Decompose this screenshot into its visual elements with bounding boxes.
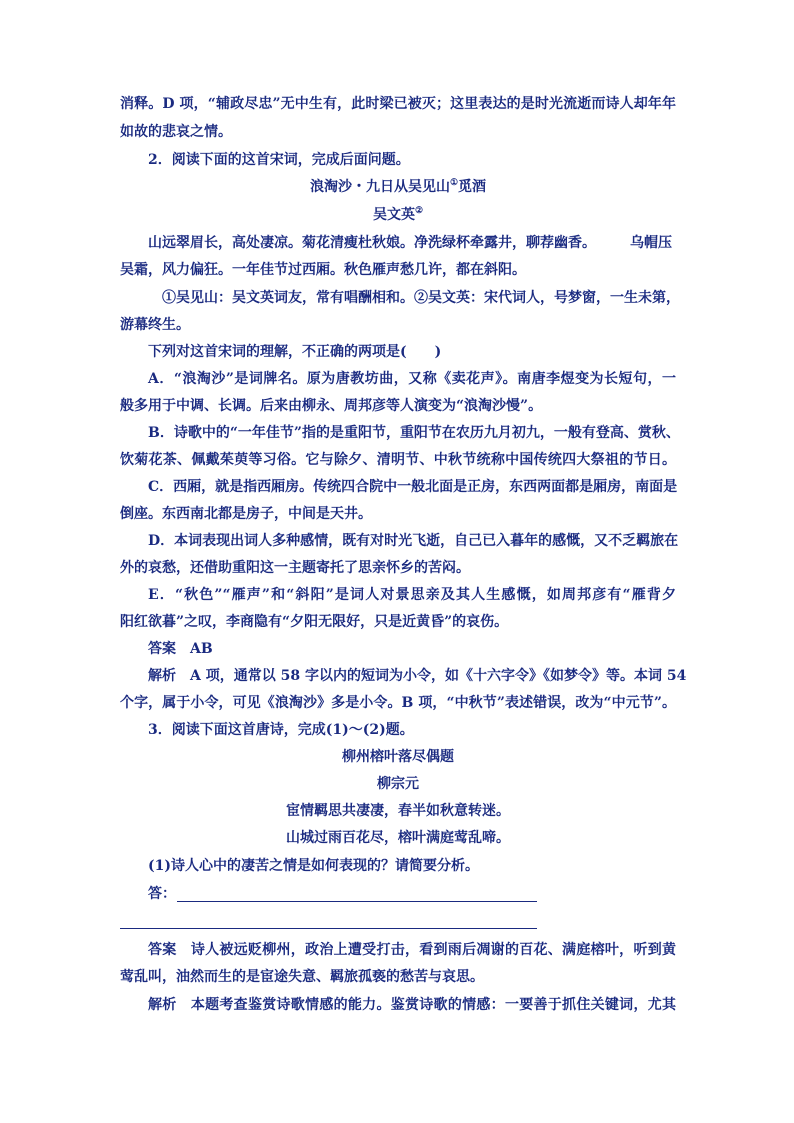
explanation-line: 个字，属于小令，可见《浪淘沙》多是小令。B 项，“中秋节”表述错误，改为“中元节”。 xyxy=(120,695,676,711)
option-a-cont: 般多用于中调、长调。后来由柳永、周邦彦等人演变为“浪淘沙慢”。 xyxy=(120,398,543,414)
answer-blank-line[interactable] xyxy=(120,928,537,929)
poem2-title: 柳州榕叶落尽偶题 xyxy=(342,749,454,765)
text-line: 如故的悲哀之情。 xyxy=(120,124,232,140)
question-2-heading: 2．阅读下面的这首宋词，完成后面问题。 xyxy=(148,152,410,168)
answer-line: 答案 AB xyxy=(148,641,213,657)
poem2-author: 柳宗元 xyxy=(377,776,419,792)
poem2-line: 山城过雨百花尽，榕叶满庭莺乱啼。 xyxy=(286,830,510,846)
option-b-cont: 饮菊花茶、佩戴茱萸等习俗。它与除夕、清明节、中秋节统称中国传统四大祭祖的节日。 xyxy=(120,452,676,468)
option-c: C．西厢，就是指西厢房。传统四合院中一般北面是正房，东西两面都是厢房，南面是 xyxy=(148,479,678,495)
option-a: A．“浪淘沙”是词牌名。原为唐教坊曲，又称《卖花声》。南唐李煜变为长短句，一 xyxy=(148,371,676,387)
answer-text: 答案 诗人被远贬柳州，政治上遭受打击，看到雨后凋谢的百花、满庭榕叶，听到黄 xyxy=(148,942,676,958)
poem2-line: 宦情羁思共凄凄，春半如秋意转迷。 xyxy=(286,803,510,819)
footnote-line: ①吴见山：吴文英词友，常有唱酬相和。②吴文英：宋代词人，号梦窗，一生未第， xyxy=(162,290,680,306)
explanation-line: 解析 本题考查鉴赏诗歌情感的能力。鉴赏诗歌的情感：一要善于抓住关键词，尤其 xyxy=(148,997,676,1013)
option-b: B．诗歌中的“一年佳节”指的是重阳节，重阳节在农历九月初九，一般有登高、赏秋、 xyxy=(148,425,680,441)
answer-prompt: 答： xyxy=(148,886,176,902)
answer-text: 莺乱叫，油然而生的是宦途失意、羁旅孤亵的愁苦与哀思。 xyxy=(120,969,484,985)
option-c-cont: 倒座。东西南北都是房子，中间是天井。 xyxy=(120,506,372,522)
answer-blank-line[interactable] xyxy=(177,901,537,902)
text-line: 消释。D 项，“辅政尽忠”无中生有，此时梁已被灭；这里表达的是时光流逝而诗人却年年 xyxy=(120,96,676,112)
question-stem: 下列对这首宋词的理解，不正确的两项是( ) xyxy=(148,344,442,360)
poem1-line: 山远翠眉长，高处凄凉。菊花清瘦杜秋娘。净洗绿杯牵露井，聊荐幽香。 乌帽压 xyxy=(148,235,672,251)
option-e: E．“秋色”“雁声”和“斜阳”是词人对景思亲及其人生感慨，如周邦彦有“雁背夕 xyxy=(148,587,676,603)
footnote-line: 游幕终生。 xyxy=(120,317,190,333)
question-3-heading: 3．阅读下面这首唐诗，完成(1)～(2)题。 xyxy=(148,722,414,738)
poem1-title: 浪淘沙・九日从吴见山①觅酒 xyxy=(309,178,487,195)
sub-question-1: (1)诗人心中的凄苦之情是如何表现的？请简要分析。 xyxy=(148,858,479,874)
option-d-cont: 外的哀愁，还借助重阳这一主题寄托了思亲怀乡的苦闷。 xyxy=(120,560,470,576)
option-e-cont: 阳红欲暮”之叹，李商隐有“夕阳无限好，只是近黄昏”的哀伤。 xyxy=(120,614,509,630)
poem1-author: 吴文英② xyxy=(372,206,424,223)
option-d: D．本词表现出词人多种感情，既有对时光飞逝，自己已入暮年的感慨，又不乏羁旅在 xyxy=(148,533,679,549)
poem1-line: 吴霜，风力偏狂。一年佳节过西厢。秋色雁声愁几许，都在斜阳。 xyxy=(120,262,526,278)
explanation-line: 解析 A 项，通常以 58 字以内的短词为小令，如《十六字令》《如梦令》等。本词 54 xyxy=(148,668,687,684)
